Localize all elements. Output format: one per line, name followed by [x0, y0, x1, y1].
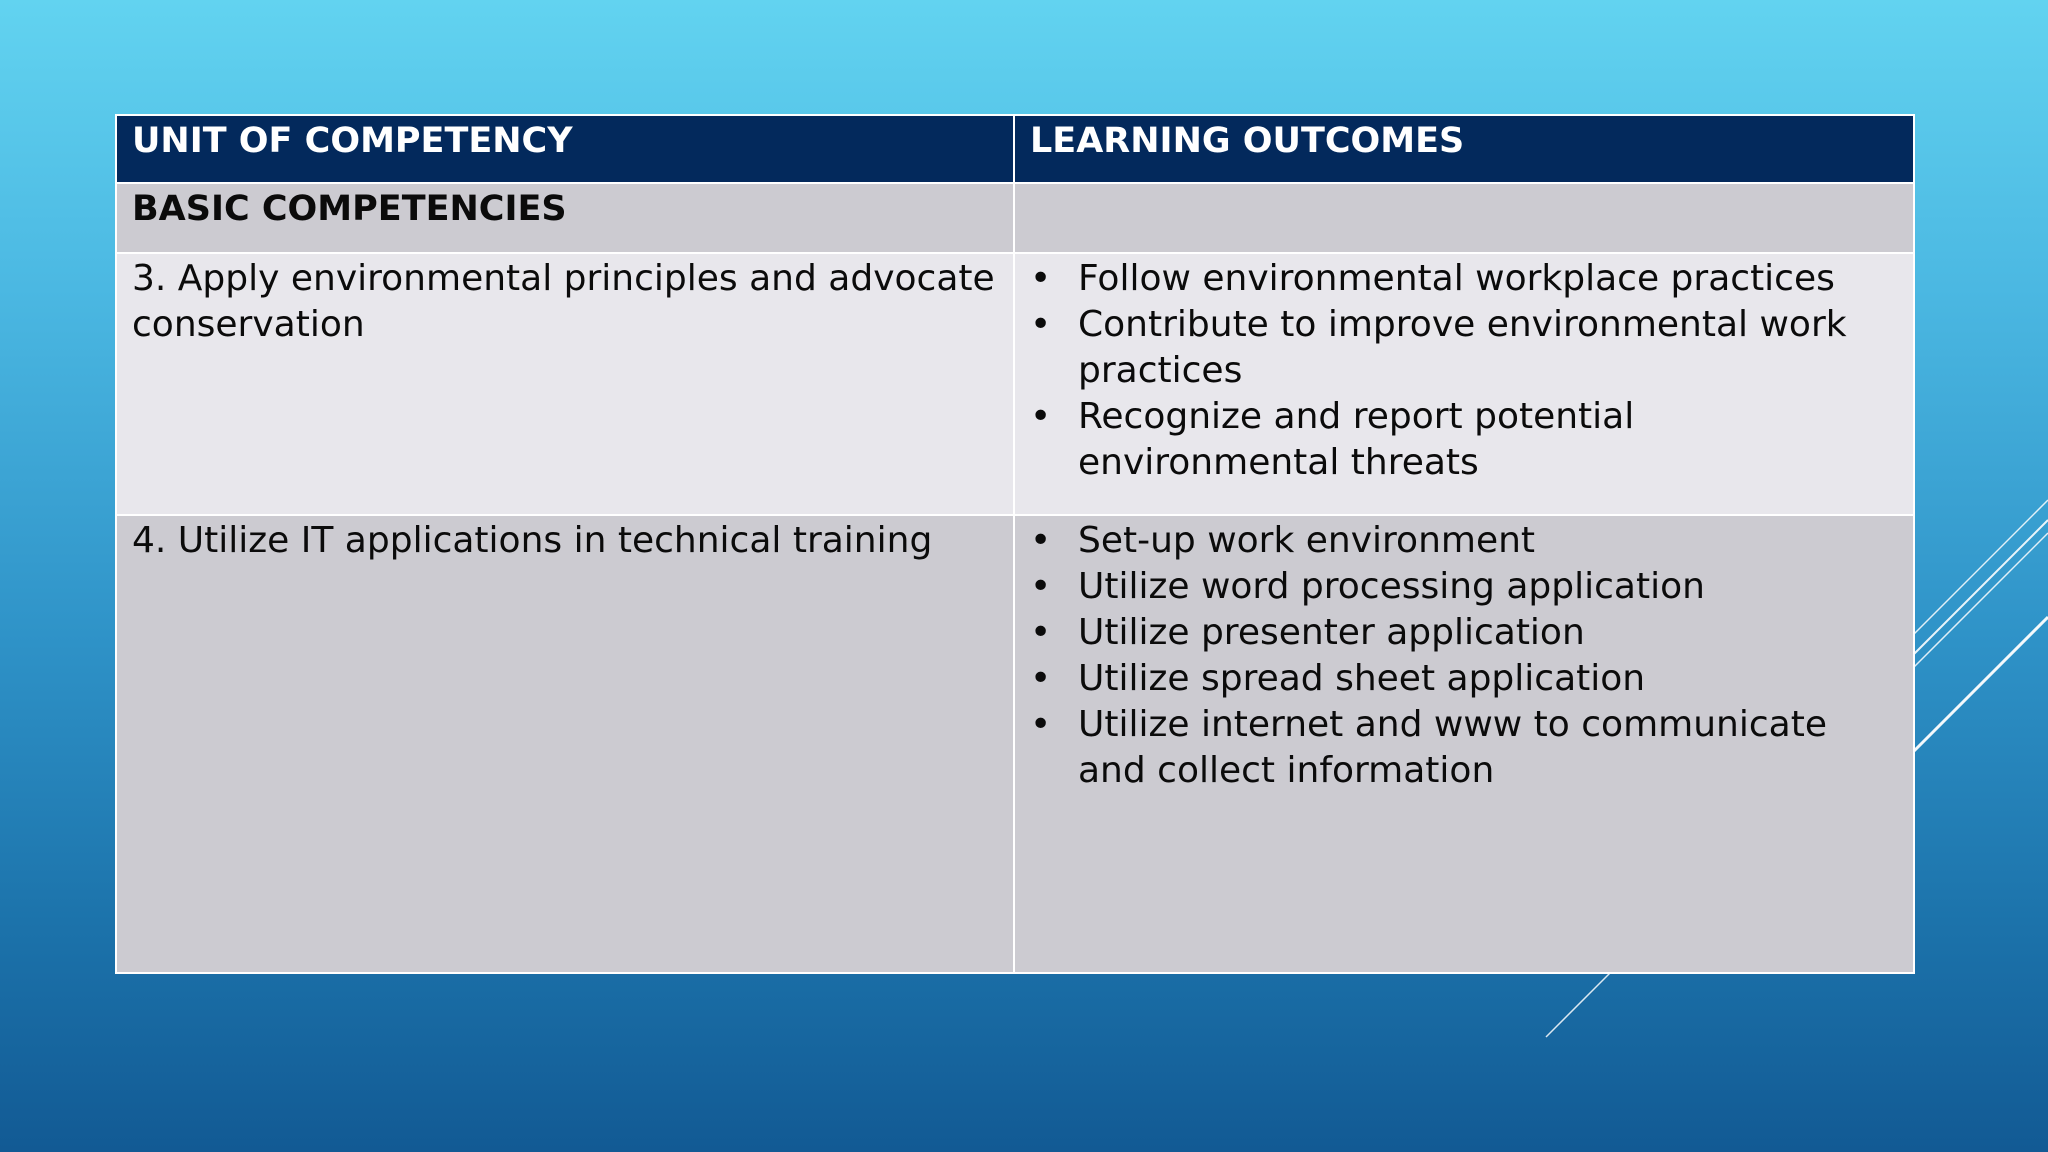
outcome-text: Utilize internet and www to communicate and collect information	[1078, 704, 1827, 791]
outcome-item	[1030, 256, 1898, 302]
deco-line-2	[1913, 520, 2048, 655]
outcome-item	[1030, 518, 1898, 564]
bullet-icon: •	[1030, 304, 1052, 345]
table-row	[116, 253, 1914, 515]
outcome-text: Utilize word processing application	[1078, 566, 1705, 607]
outcome-text: Utilize spread sheet application	[1078, 658, 1646, 699]
deco-line-4	[1913, 617, 2048, 752]
bullet-icon: •	[1030, 520, 1052, 561]
outcome-text: Set-up work environment	[1078, 520, 1536, 561]
outcome-text: Follow environmental workplace practices	[1078, 258, 1835, 299]
bullet-icon: •	[1030, 566, 1052, 607]
outcome-text: Utilize presenter application	[1078, 612, 1585, 653]
outcome-text: Recognize and report potential environmental threats	[1078, 396, 1635, 483]
unit-cell: 3. Apply environmental principles and advocate conservation	[116, 253, 1014, 515]
bullet-icon: •	[1030, 704, 1052, 745]
outcome-item	[1030, 702, 1898, 794]
outcome-item	[1030, 610, 1898, 656]
bullet-icon: •	[1030, 396, 1052, 437]
table-header-row	[116, 115, 1914, 183]
section-row	[116, 183, 1914, 253]
outcome-item	[1030, 302, 1898, 394]
bullet-icon: •	[1030, 258, 1052, 299]
outcome-item	[1030, 394, 1898, 486]
header-learning-outcomes: LEARNING OUTCOMES	[1014, 115, 1914, 183]
header-unit-of-competency: UNIT OF COMPETENCY	[116, 115, 1014, 183]
outcomes-list	[1030, 518, 1898, 794]
bullet-icon: •	[1030, 658, 1052, 699]
table-row	[116, 515, 1914, 973]
deco-line-1	[1913, 500, 2048, 635]
section-empty-cell	[1014, 183, 1914, 253]
outcomes-cell	[1014, 515, 1914, 973]
section-label: BASIC COMPETENCIES	[116, 183, 1014, 253]
deco-line-5	[1546, 966, 1617, 1037]
outcome-item	[1030, 564, 1898, 610]
outcomes-list	[1030, 256, 1898, 486]
bullet-icon: •	[1030, 612, 1052, 653]
deco-line-3	[1913, 533, 2048, 668]
competency-table	[115, 114, 1915, 974]
outcome-text: Contribute to improve environmental work practices	[1078, 304, 1847, 391]
outcome-item	[1030, 656, 1898, 702]
unit-cell: 4. Utilize IT applications in technical training	[116, 515, 1014, 973]
outcomes-cell	[1014, 253, 1914, 515]
